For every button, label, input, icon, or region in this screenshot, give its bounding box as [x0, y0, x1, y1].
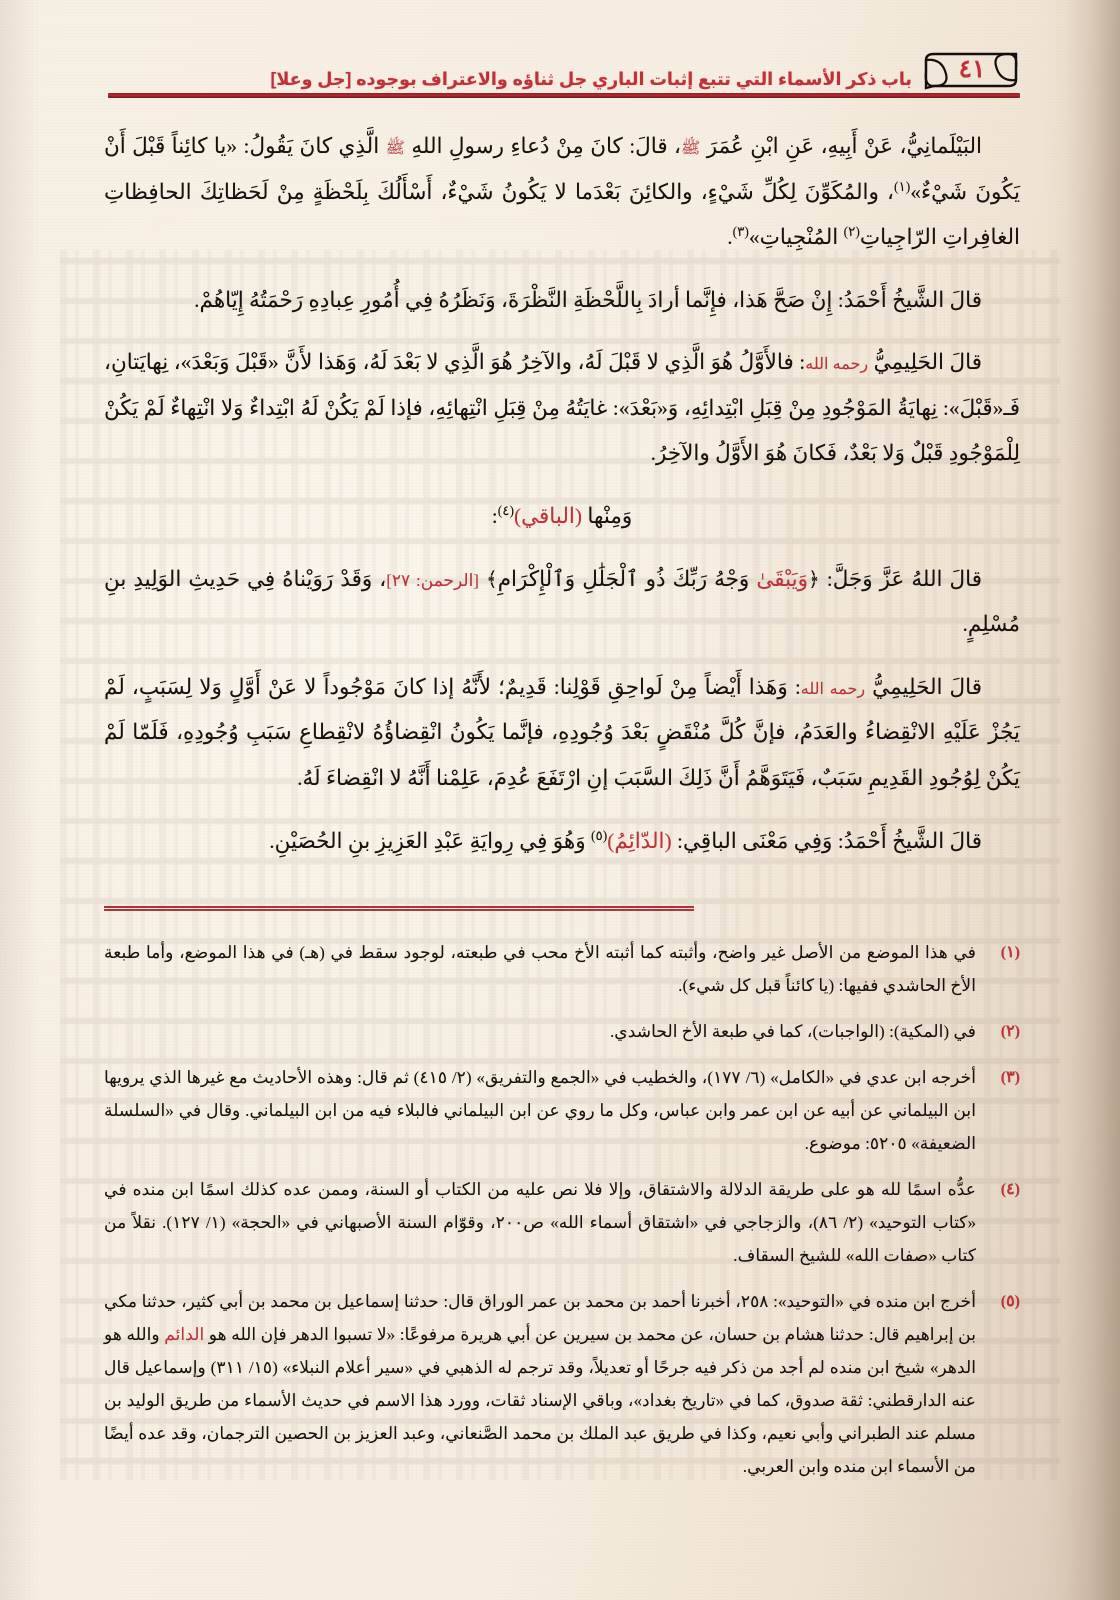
footnote-section: [104, 936, 1020, 1496]
footnote-item: [104, 1173, 1020, 1272]
body-paragraph-p4-wa-minha-albaqi: وَمِنْها (الباقي)$^{(٤)}$:: [491, 502, 633, 529]
chapter-title: باب ذكر الأسماء التي تتبع إثبات الباري جل ثناؤه والاعتراف بوجوده [جل وعلا]: [270, 69, 912, 89]
body-text-column: [104, 124, 1020, 881]
body-paragraph-p1-isnad-dua: البَيْلَمانِيُّ، عَنْ أَبِيهِ، عَنِ ابْنِ عُمَرَ ﷺ، قالَ: كانَ مِنْ دُعاءِ رسولِ اللهِ ﷺ الَّذِي كانَ يَقُولُ: «يا كائِناً قَبْلَ أَنْ يَكُونَ شَيْءٌ»$^{(١)}$، والمُكَوِّنَ لِكُلِّ شَيْءٍ، والكائِنَ بَعْدَما لا يَكُونُ شَيْءٌ، أَسْأَلُكَ بِلَحْظَةٍ مِنْ لَحَظاتِكَ الحافِظاتِ الغافِراتِ الرّاجِياتِ$^{(٢)}$ المُنْجِياتِ»$^{(٣)}$.: [104, 134, 1020, 250]
page-number-banner: [916, 44, 1028, 96]
page-header: [108, 46, 1020, 98]
footnote-marker: (٥): [1000, 1293, 1020, 1311]
body-paragraph-p5-ayah-rahman: قالَ اللهُ عَزَّ وَجَلَّ: ﴿وَيَبْقَىٰ وَجْهُ رَبِّكَ ذُو ٱلْجَلَٰلِ وَٱلْإِكْرَامِ﴾ [الرحمن: ٢٧]، وَقَدْ رَوَيْناهُ فِي حَدِيثِ الوَلِيدِ بنِ مُسْلِمٍ.: [104, 566, 1020, 637]
footnote-item: [104, 1285, 1020, 1483]
footnote-text: أخرج ابن منده في «التوحيد»: ٢٥٨، أخبرنا أحمد بن محمد بن عمر الوراق قال: حدثنا إسماعيل بن محمد بن أبي كثير، حدثنا مكي بن إبراهيم قال: حدثنا هشام بن حسان، عن محمد بن سيرين عن أبي هريرة مرفوعًا: «لا تسبوا الدهر فإن الله هو الدائم والله هو الدهر» شيخ ابن منده لم أجد من ذكر فيه جرحًا أو تعديلاً، وقد ترجم له الذهبي في «سير أعلام النبلاء» (١٥/ ٣١١) وإسماعيل قال عنه الدارقطني: ثقة صدوق، كما في «تاريخ بغداد»، وباقي الإسناد ثقات، وورد هذا الاسم في حديث الأسماء من طريق الوليد بن مسلم عند الطبراني وأبي نعيم، وكذا في طريق عبد الملك بن محمد الصَّنعاني، وعبد العزيز بن الحصين الترجمان، وقد عده أيضًا من الأسماء ابن منده وابن العربي.: [104, 1292, 976, 1477]
footnote-divider: [104, 906, 694, 911]
page-edge-shadow-left: [0, 0, 40, 1600]
body-paragraph-p3-halimi-1: قالَ الحَلِيمِيُّ رحمه الله: فالأَوَّلُ هُوَ الَّذِي لا قَبْلَ لَهُ، والآخِرُ هُوَ الَّذِي لا بَعْدَ لَهُ، وَهَذا لأَنَّ «قَبْلَ وَبَعْدَ»، نِهايَتانِ، فَـ«قَبْلَ»: نِهايَةُ المَوْجُودِ مِنْ قِبَلِ ابْتِدائِهِ، وَ«بَعْدَ»: غايَتُهُ مِنْ قِبَلِ انْتِهائِهِ، فإذا لَمْ يَكُنْ لَهُ ابْتِداءٌ وَلا انْتِهاءٌ لَمْ يَكُنْ لِلْمَوْجُودِ قَبْلٌ وَلا بَعْدٌ، فَكانَ هُوَ الأَوَّلُ والآخِرُ.: [104, 350, 1020, 466]
body-paragraph-p7-ahmad-2: قالَ الشَّيخُ أَحْمَدُ: وَفِي مَعْنَى الباقِي: (الدّائِمُ)$^{(٥)}$ وَهُوَ فِي رِوايَةِ عَبْدِ العَزِيزِ بنِ الحُصَيْنِ.: [269, 827, 982, 853]
footnote-item: [104, 1015, 1020, 1048]
footnote-marker: (٣): [1000, 1069, 1020, 1087]
page-number: ٤١: [958, 56, 986, 83]
footnote-marker: (٢): [1000, 1023, 1020, 1041]
footnote-item: [104, 936, 1020, 1002]
footnote-text: عدُّه اسمًا لله هو على طريقة الدلالة والاشتقاق، وإلا فلا نص عليه من الكتاب أو السنة، وممن عده كذلك اسمًا ابن منده في «كتاب التوحيد» (٢/ ٨٦)، والزجاجي في «اشتقاق أسماء الله» ص٢٠٠، وقوّام السنة الأصبهاني في «الحجة» (١/ ١٢٧). نقلاً من كتاب «صفات الله» للشيخ السقاف.: [104, 1180, 977, 1266]
footnote-text: أخرجه ابن عدي في «الكامل» (٦/ ١٧٧)، والخطيب في «الجمع والتفريق» (٢/ ٤١٥) ثم قال: وهذه الأحاديث مع غيرها الذي يرويها ابن البيلماني عن أبيه عن ابن عمر وابن عباس، وكل ما روي عن ابن البيلماني فالبلاء فيه من ابن البيلماني. وقال في «السلسلة الضعيفة» ٥٢٠٥: موضوع.: [104, 1068, 977, 1154]
footnote-item: [104, 1061, 1020, 1160]
footnote-text: في هذا الموضع من الأصل غير واضح، وأثبته كما أثبته الأخ محب في طبعته، لوجود سقط في (هـ) في هذا الموضع، وأما طبعة الأخ الحاشدي ففيها: (يا كائناً قبل كل شيء).: [104, 943, 976, 996]
footnote-marker: (٤): [1000, 1181, 1020, 1199]
body-paragraph-p6-halimi-2: قالَ الحَلِيمِيُّ رحمه الله: وَهَذا أَيْضاً مِنْ لَواحِقِ قَوْلِنا: قَدِيمٌ؛ لأَنَّهُ إذا كانَ مَوْجُوداً لا عَنْ أَوَّلٍ وَلا لِسَبَبٍ، لَمْ يَجُزْ عَلَيْهِ الانْقِضاءُ والعَدَمُ، فإنَّ كُلَّ مُنْقَضٍ بَعْدَ وُجُودِهِ، فإنَّما يَكُونُ انْقِضاؤُهُ لانْقِطاعِ سَبَبِ وُجُودِهِ، فَلَمّا لَمْ يَكُنْ لِوُجُودِ القَدِيمِ سَبَبٌ، فَيَتَوَهَّمُ أَنَّ ذَلِكَ السَّبَبَ إنِ ارْتَفَعَ عُدِمَ، عَلِمْنا أَنَّهُ لا انْقِضاءَ لَهُ.: [104, 674, 1020, 790]
footnote-marker: (١): [1000, 944, 1020, 961]
divider-line-top: [104, 906, 694, 908]
body-paragraph-p2-ahmad-1: قالَ الشَّيخُ أَحْمَدُ: إِنْ صَحَّ هَذا، فإِنَّما أرادَ بِاللَّحْظَةِ النَّظْرَةَ، وَنَظَرُهُ فِي أُمُورِ عِبادِهِ رَحْمَتُهُ إِيّاهُمْ.: [194, 287, 982, 312]
page-edge-shadow-right: [1042, 0, 1120, 1600]
header-rule-divider: [108, 93, 1020, 98]
divider-line-bottom: [104, 909, 694, 911]
footnote-text: في (المكية): (الواجبات)، كما في طبعة الأخ الحاشدي.: [609, 1022, 976, 1042]
